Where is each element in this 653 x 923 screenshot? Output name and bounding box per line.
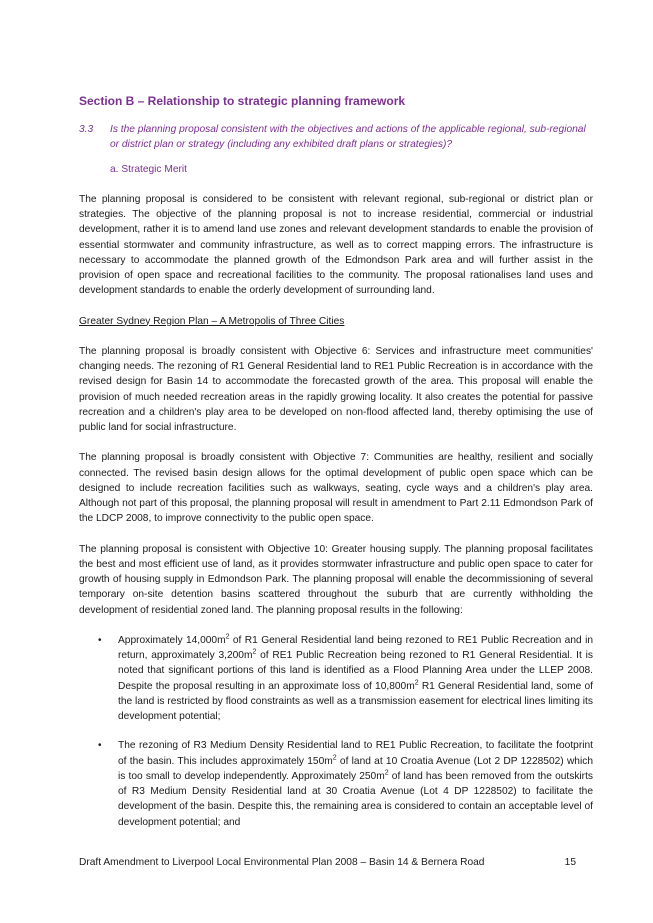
strategic-merit-heading: a. Strategic Merit <box>110 163 187 175</box>
question <box>79 122 593 153</box>
question-number: 3.3 <box>79 124 94 135</box>
superscript: 2 <box>225 633 230 641</box>
page-footer <box>79 856 576 870</box>
superscript: 2 <box>252 648 257 656</box>
objective-7-paragraph: The planning proposal is broadly consistent with Objective 7: Communities are healthy, resilient and socially connected. The revised basin design allows for the optimal development of public open space which can be designed to include recreation facilities such as walkways, seating, cycle ways and a children's play area. Although not part of this proposal, the planning proposal will result in amendment to Part 2.11 Edmondson Park of the LDCP 2008, to improve connectivity to the public open space. <box>79 452 593 525</box>
outcomes-list <box>79 633 593 830</box>
page-number: 15 <box>564 857 576 868</box>
superscript: 2 <box>384 769 389 777</box>
region-plan-heading: Greater Sydney Region Plan – A Metropolis of Three Cities <box>79 315 345 327</box>
footer-title: Draft Amendment to Liverpool Local Environmental Plan 2008 – Basin 14 & Bernera Road <box>79 857 485 868</box>
superscript: 2 <box>414 679 419 687</box>
section-title: Section B – Relationship to strategic planning framework <box>79 94 406 108</box>
objective-10-paragraph: The planning proposal is consistent with Objective 10: Greater housing supply. The planning proposal facilitates the best and most efficient use of land, as it provides stormwater infrastructure and public open space to cater for growth of housing supply in Edmondson Park. The planning proposal will enable the decommissioning of several temporary on-site detention basins scattered throughout the suburb that are currently withholding the development of residential zoned land. The planning proposal results in the following: <box>79 543 593 616</box>
superscript: 2 <box>332 754 337 762</box>
bullet-text-rezoning-r1: Approximately $14,000m^2$ of R1 General Residential land being rezoned to RE1 Public Recreation and in return, approximately $3,200m^2$ of RE1 Public Recreation being rezoned to R1 General Residential. It is noted that significant portions of this land is identified as a Flood Planning Area under the LLEP 2008. Despite the proposal resulting in an approximate loss of $10,800m^2$ R1 General Residential land, some of the land is restricted by flood constraints as well as a transmission easement for electrical lines limiting its development potential; <box>118 633 593 722</box>
intro-paragraph: The planning proposal is considered to be consistent with relevant regional, sub-regional or district plan or strategies. The objective of the planning proposal is not to increase residential, commercial or industrial development, rather it is to amend land use zones and relevant development standards to enable the provision of essential stormwater and community infrastructure, as well as to correct mapping errors. The infrastructure is necessary to accommodate the planned growth of the Edmondson Park area and will further assist in the provision of open space and recreational facilities to the community. The proposal rationalises land uses and development standards to enable the orderly development of surrounding land. <box>79 193 593 297</box>
question-text: Is the planning proposal consistent with the objectives and actions of the applicable regional, sub-regional or district plan or strategy (including any exhibited draft plans or strategies)? <box>110 124 586 151</box>
list-item <box>79 738 593 830</box>
bullet-icon: • <box>98 634 102 646</box>
list-item <box>79 633 593 725</box>
page-content <box>79 94 593 844</box>
bullet-text-rezoning-r3: The rezoning of R3 Medium Density Residential land to RE1 Public Recreation, to facilitate the footprint of the basin. This includes approximately $150m^2$ of land at 10 Croatia Avenue (Lot 2 DP 1228502) which is too small to develop independently. Approximately $250m^2$ of land has been removed from the outskirts of R3 Medium Density Residential land at 30 Croatia Avenue (Lot 4 DP 1228502) to facilitate the development of the basin. Despite this, the remaining area is considered to contain an acceptable level of development potential; and <box>118 740 593 828</box>
bullet-icon: • <box>98 740 102 752</box>
objective-6-paragraph: The planning proposal is broadly consistent with Objective 6: Services and infrastructure meet communities' changing needs. The rezoning of R1 General Residential land to RE1 Public Recreation is in accordance with the revised design for Basin 14 to accommodate the forecasted growth of the area. This proposal will enable the provision of much needed recreation areas in the rapidly growing locality. It also creates the potential for passive recreation and a children's play area to be developed on non-flood affected land, thereby optimising the use of public land for social infrastructure. <box>79 345 593 433</box>
